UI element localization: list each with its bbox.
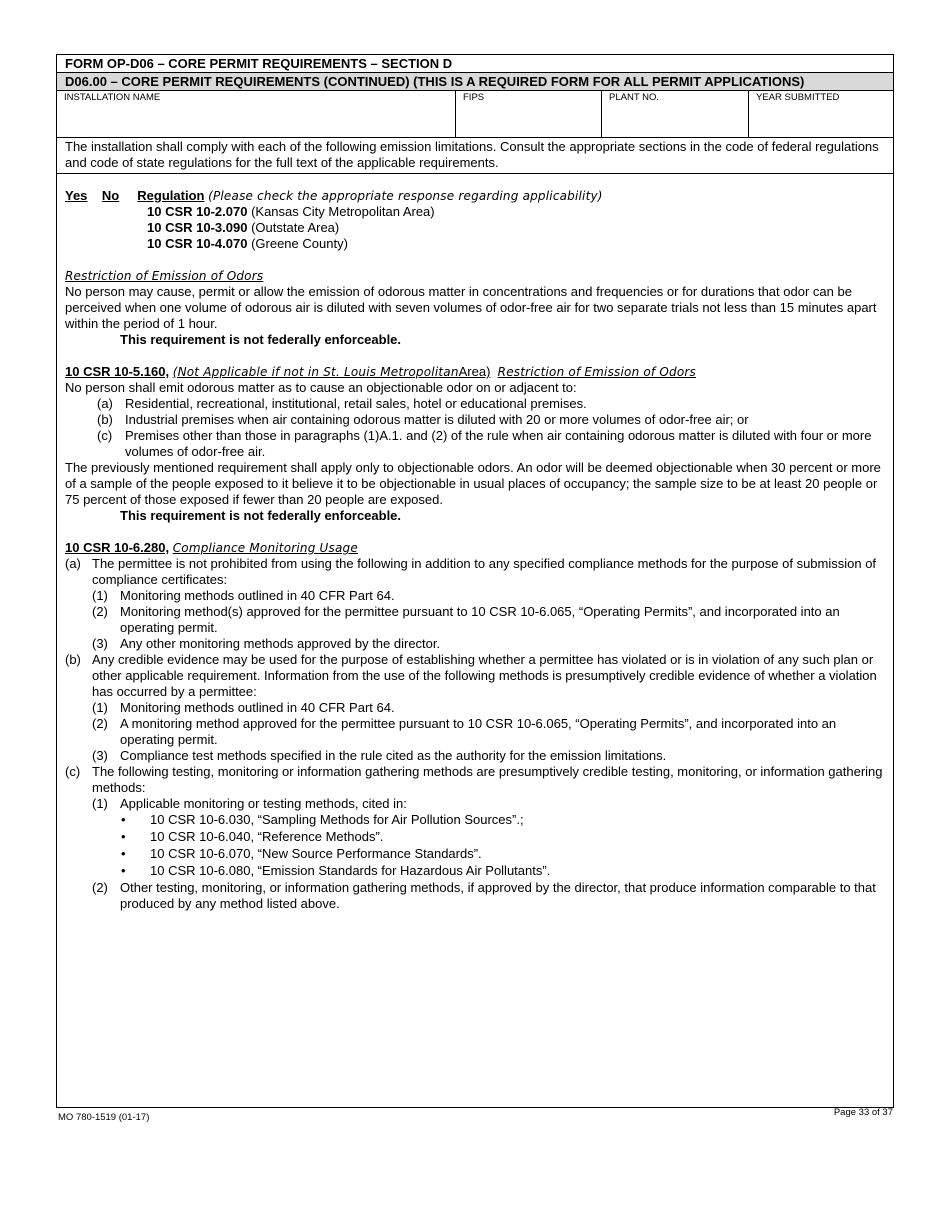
form-frame bbox=[56, 54, 894, 1108]
list-item-label: (2) bbox=[92, 716, 108, 731]
monitoring-title: Compliance Monitoring Usage bbox=[172, 541, 358, 555]
list-item-text: Residential, recreational, institutional, retail sales, hotel or educational premises. bbox=[125, 396, 587, 411]
list-item-text: Industrial premises when air containing odorous matter is diluted with 20 or more volumes of odor-free air; or bbox=[125, 412, 749, 427]
regulation-heading: Regulation bbox=[137, 188, 205, 203]
reg-code: 10 CSR 10-4.070 bbox=[147, 236, 248, 251]
list-item-label: (3) bbox=[92, 636, 108, 651]
odors-stl-applicability-end: Area) bbox=[458, 364, 491, 379]
fips-label: FIPS bbox=[463, 92, 485, 103]
list-item-text: A monitoring method approved for the permittee pursuant to 10 CSR 10-6.065, “Operating Permits”, and incorporated into an operating permit. bbox=[120, 716, 837, 747]
list-item bbox=[65, 556, 885, 588]
list-item bbox=[65, 716, 885, 748]
monitoring-code: 10 CSR 10-6.280, bbox=[65, 540, 170, 555]
reg-code: 10 CSR 10-3.090 bbox=[147, 220, 248, 235]
list-item-label: (2) bbox=[92, 880, 108, 895]
year-submitted-field[interactable] bbox=[749, 91, 893, 137]
list-item-text: Any credible evidence may be used for the purpose of establishing whether a permittee has violated or is in violation of any such plan or other applicable requirement. Information from the use of the following methods is presumptively credible evidence of whether a violation has occurred by a permittee: bbox=[92, 652, 877, 699]
reg-area: (Outstate Area) bbox=[251, 220, 340, 235]
year-submitted-label: YEAR SUBMITTED bbox=[756, 92, 840, 103]
yes-heading: Yes bbox=[65, 188, 88, 203]
list-item-label: (2) bbox=[92, 604, 108, 619]
list-item bbox=[65, 412, 885, 428]
list-item bbox=[65, 764, 885, 796]
list-item-text: The permittee is not prohibited from using the following in addition to any specified compliance methods for the purpose of submission of compliance certificates: bbox=[92, 556, 877, 587]
not-federally-enforceable-note: This requirement is not federally enforceable. bbox=[120, 508, 402, 523]
list-item-text: Other testing, monitoring, or information gathering methods, if approved by the director, that produce information comparable to that produced by any method listed above. bbox=[120, 880, 876, 911]
list-item bbox=[65, 652, 885, 700]
odors-stl-body: The previously mentioned requirement shall apply only to objectionable odors. An odor will be deemed objectionable when 30 percent or more of a sample of the people exposed to it believe it to be objectionable in usual places of occupancy; the sample size to be at least 20 people or 75 percent of those exposed if fewer than 20 people are exposed. bbox=[65, 460, 881, 507]
bullet-text: 10 CSR 10-6.030, “Sampling Methods for Air Pollution Sources”.; bbox=[150, 812, 524, 827]
bullet-text: 10 CSR 10-6.070, “New Source Performance Standards”. bbox=[150, 846, 482, 861]
plant-no-label: PLANT NO. bbox=[609, 92, 659, 103]
installation-name-field[interactable] bbox=[57, 91, 456, 137]
applicability-instruction: (Please check the appropriate response regarding applicability) bbox=[208, 189, 603, 203]
reg-code: 10 CSR 10-2.070 bbox=[147, 204, 248, 219]
list-item-text: Monitoring methods outlined in 40 CFR Part 64. bbox=[120, 700, 395, 715]
form-title: FORM OP-D06 – CORE PERMIT REQUIREMENTS – SECTION D bbox=[57, 55, 893, 73]
no-heading: No bbox=[101, 188, 120, 203]
odors-title: Restriction of Emission of Odors bbox=[65, 269, 264, 283]
reg-line bbox=[65, 220, 885, 236]
intro-text: The installation shall comply with each of the following emission limitations. Consult the appropriate sections in the code of federal regulations and code of state regulations for the full text of the applicable requirements. bbox=[57, 138, 893, 174]
list-item bbox=[65, 700, 885, 716]
bullet-text: 10 CSR 10-6.040, “Reference Methods”. bbox=[150, 829, 384, 844]
installation-name-label: INSTALLATION NAME bbox=[64, 92, 161, 103]
odors-body: No person may cause, permit or allow the emission of odorous matter in concentrations and frequencies or for durations that odor can be perceived when one volume of odorous air is diluted with seven volumes of odor-free air for two separate trials not less than 15 minutes apart within the period of 1 hour. bbox=[65, 284, 877, 331]
list-item-label: (1) bbox=[92, 588, 108, 603]
section-title: D06.00 – CORE PERMIT REQUIREMENTS (CONTINUED) (THIS IS A REQUIRED FORM FOR ALL PERMIT APPLICATIONS) bbox=[57, 73, 893, 91]
list-item-text: Compliance test methods specified in the rule cited as the authority for the emission limitations. bbox=[120, 748, 667, 763]
reg-line bbox=[65, 236, 885, 252]
list-item-text: Monitoring methods outlined in 40 CFR Part 64. bbox=[120, 588, 395, 603]
list-item bbox=[65, 588, 885, 604]
list-item-text: Monitoring method(s) approved for the permittee pursuant to 10 CSR 10-6.065, “Operating Permits”, and incorporated into an operating permit. bbox=[120, 604, 840, 635]
list-item-text: Any other monitoring methods approved by the director. bbox=[120, 636, 441, 651]
not-federally-enforceable-note: This requirement is not federally enforceable. bbox=[120, 332, 402, 347]
bullet-item bbox=[65, 846, 885, 863]
list-item-label: (c) bbox=[65, 764, 81, 779]
bullet-item bbox=[65, 829, 885, 846]
bullet-text: 10 CSR 10-6.080, “Emission Standards for Hazardous Air Pollutants”. bbox=[150, 863, 551, 878]
bullet-item bbox=[65, 812, 885, 829]
page-number: Page 33 of 37 bbox=[833, 1107, 893, 1118]
list-item bbox=[65, 396, 885, 412]
odors-stl-applicability: (Not Applicable if not in St. Louis Metropolitan bbox=[172, 365, 459, 379]
monitoring-heading bbox=[65, 540, 885, 556]
odors-stl-heading bbox=[65, 364, 885, 380]
list-item bbox=[65, 796, 885, 812]
list-item-label: (a) bbox=[97, 396, 113, 411]
list-item bbox=[65, 428, 885, 460]
form-content bbox=[57, 174, 893, 912]
header-fields bbox=[57, 91, 893, 138]
reg-area: (Greene County) bbox=[251, 236, 348, 251]
bullet-icon: • bbox=[121, 846, 126, 861]
bullet-item bbox=[65, 863, 885, 880]
bullet-icon: • bbox=[121, 863, 126, 878]
list-item bbox=[65, 604, 885, 636]
form-number: MO 780-1519 (01-17) bbox=[58, 1112, 150, 1123]
list-item-label: (3) bbox=[92, 748, 108, 763]
odors-section-title bbox=[65, 268, 885, 284]
list-item-label: (1) bbox=[92, 700, 108, 715]
list-item-label: (a) bbox=[65, 556, 81, 571]
list-item bbox=[65, 748, 885, 764]
reg-line bbox=[65, 204, 885, 220]
list-item-label: (b) bbox=[65, 652, 81, 667]
list-item-label: (c) bbox=[97, 428, 113, 443]
bullet-icon: • bbox=[121, 812, 126, 827]
list-item bbox=[65, 636, 885, 652]
plant-no-field[interactable] bbox=[602, 91, 749, 137]
list-item-text: Premises other than those in paragraphs (1)A.1. and (2) of the rule when air containing odorous matter is diluted with four or more volumes of odor-free air. bbox=[125, 428, 872, 459]
odors-stl-title: Restriction of Emission of Odors bbox=[497, 365, 696, 379]
fips-field[interactable] bbox=[456, 91, 602, 137]
regulation-header bbox=[65, 188, 885, 204]
list-item-text: Applicable monitoring or testing methods, cited in: bbox=[120, 796, 407, 811]
reg-area: (Kansas City Metropolitan Area) bbox=[251, 204, 435, 219]
list-item-text: The following testing, monitoring or information gathering methods are presumptively credible testing, monitoring, or information gathering methods: bbox=[92, 764, 883, 795]
list-item bbox=[65, 880, 885, 912]
bullet-icon: • bbox=[121, 829, 126, 844]
list-item-label: (b) bbox=[97, 412, 113, 427]
odors-stl-code: 10 CSR 10-5.160, bbox=[65, 364, 170, 379]
odors-stl-lead: No person shall emit odorous matter as to cause an objectionable odor on or adjacent to: bbox=[65, 380, 577, 395]
list-item-label: (1) bbox=[92, 796, 108, 811]
